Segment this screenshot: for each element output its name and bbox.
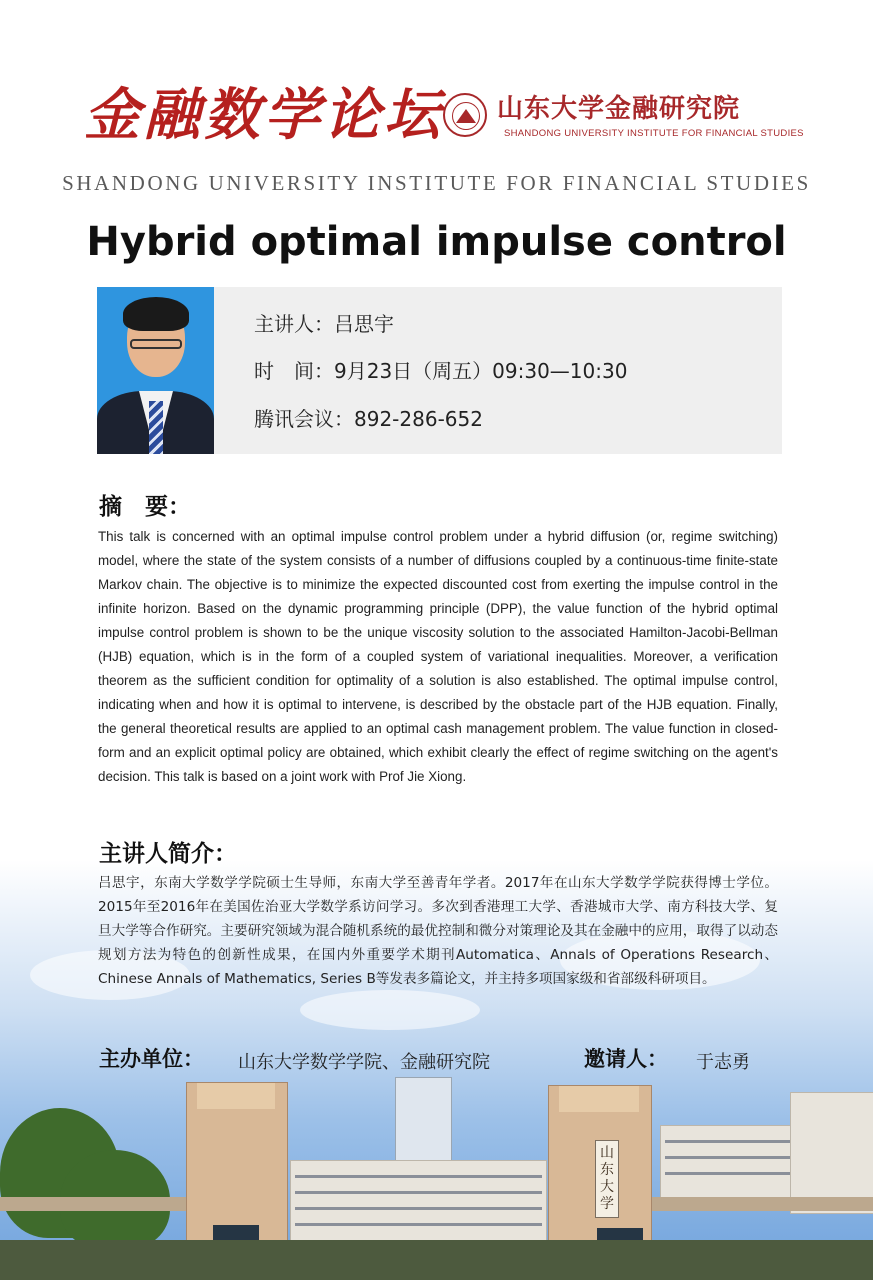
time-line: 时 间：9月23日（周五）09:30—10:30 — [254, 359, 628, 383]
bio-text: 吕思宇，东南大学数学学院硕士生导师，东南大学至善青年学者。2017年在山东大学数学学院获得博士学位。2015年至2016年在美国佐治亚大学数学系访问学习。多次到香港理工大学、香港城市大学、南方科技大学、复旦大学等合作研究。主要研究领域为混合随机系统的最优控制和微分对策理论及其在金融中的应用，取得了以动态规划方法为特色的创新性成果，在国内外重要学术期刊Automatica、Annals of Operations Research、Chinese Annals of Mathematics, Series B等发表多篇论文，并主持多项国家级和省部级科研项目。 — [98, 875, 778, 987]
speaker-photo — [97, 287, 214, 454]
host-label: 主办单位： — [99, 1047, 204, 1071]
institute-name-en: SHANDONG UNIVERSITY INSTITUTE FOR FINANCIAL STUDIES — [504, 128, 804, 139]
abstract-heading: 摘 要： — [99, 494, 191, 520]
inviter-value: 于志勇 — [696, 1052, 750, 1073]
gate-beam — [0, 1197, 190, 1211]
forum-title: 金融数学论坛 — [84, 82, 444, 148]
host-value: 山东大学数学学院、金融研究院 — [238, 1052, 490, 1073]
far-right-building — [790, 1092, 873, 1214]
speaker-line: 主讲人：吕思宇 — [254, 312, 394, 336]
abstract-text: This talk is concerned with an optimal impulse control problem under a hybrid diffusion (or, regime switching) model, where the state of the system consists of a number of diffusions coupled by a continuous-time finite-state Markov chain. The objective is to minimize the expected discounted cost from exerting the impulse control in the infinite horizon. Based on the dynamic programming principle (DPP), the value function of the hybrid optimal impulse control problem is shown to be the unique viscosity solution to the associated Hamilton-Jacobi-Bellman (HJB) equation, which is in the form of a coupled system of variational inequalities. Moreover, a verification theorem as the sufficient condition for optimality of a solution is also established. The optimal impulse control, indicating when and how it is optimal to intervene, is described by the obstacle part of the HJB equation. Finally, the general theoretical results are applied to an optimal cash management problem. The value function in closed-form and an explicit optimal policy are obtained, which exhibit clearly the effect of regime switching on the agent's decision. This talk is based on a joint work with Prof Jie Xiong. — [98, 529, 778, 784]
banner-english: SHANDONG UNIVERSITY INSTITUTE FOR FINANCIAL STUDIES — [62, 171, 811, 195]
ground — [0, 1240, 873, 1280]
bio-heading: 主讲人简介： — [99, 841, 237, 867]
left-gate-pillar — [186, 1082, 288, 1254]
talk-title: Hybrid optimal impulse control — [86, 219, 787, 265]
inviter-label: 邀请人： — [584, 1047, 668, 1071]
meeting-line: 腾讯会议：892-286-652 — [254, 407, 483, 431]
institute-seal-icon — [443, 93, 487, 137]
main-building — [290, 1160, 547, 1242]
gate-sign: 山东大学 — [595, 1140, 619, 1218]
gate-beam — [650, 1197, 873, 1211]
institute-name-cn: 山东大学金融研究院 — [497, 94, 741, 124]
cloud — [300, 990, 480, 1030]
